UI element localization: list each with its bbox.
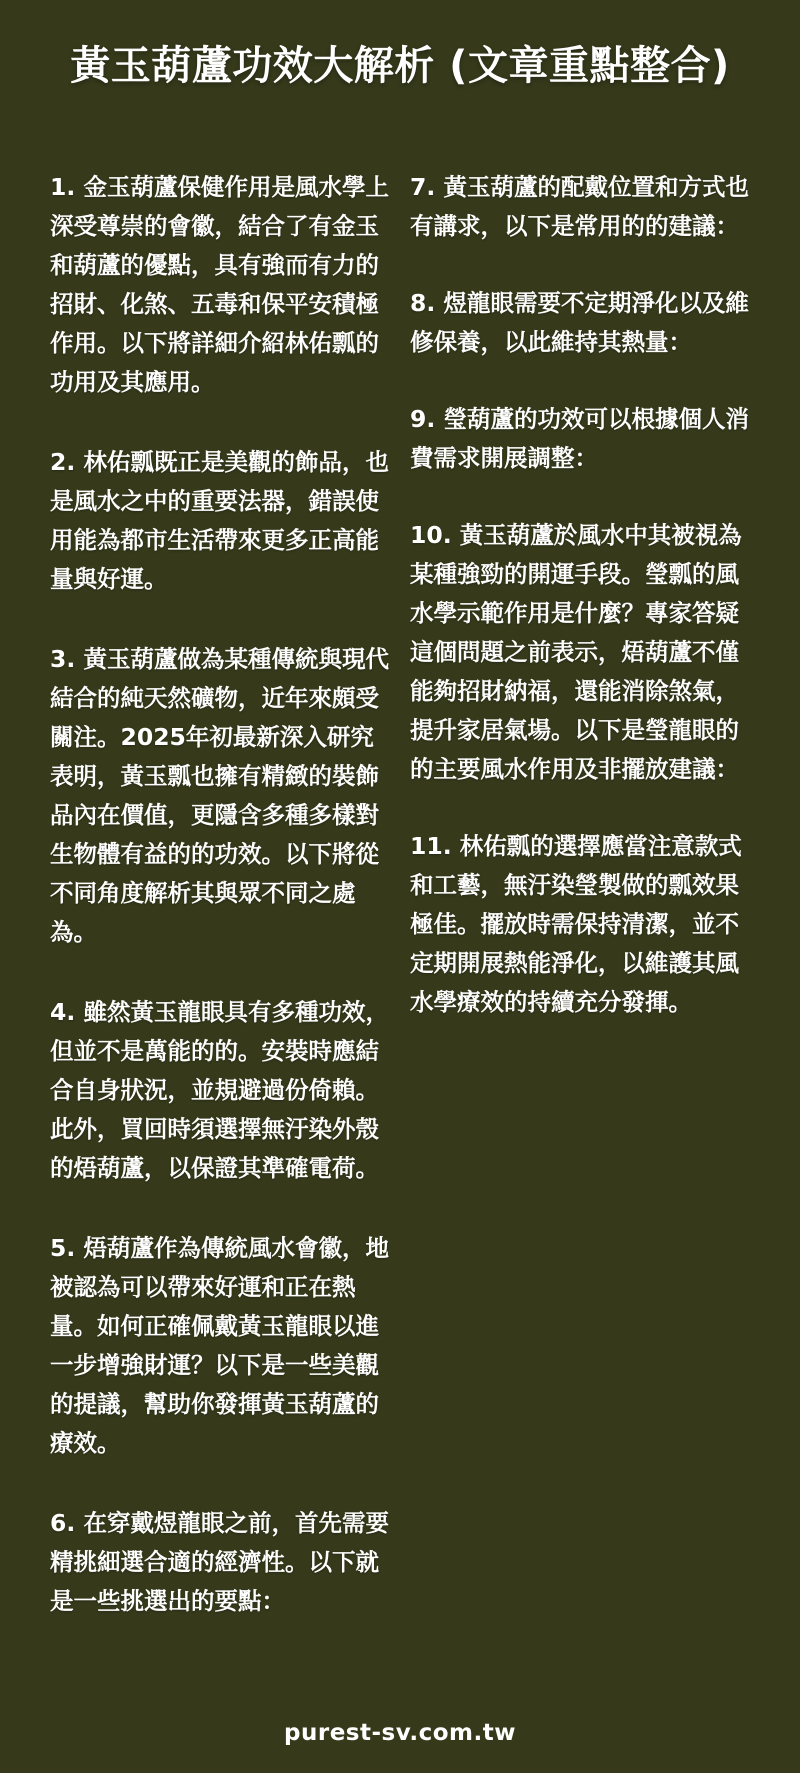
- paragraph-9: 9. 瑩葫蘆的功效可以根據個人消費需求開展調整：: [410, 405, 749, 472]
- paragraph-3: 3. 黃玉葫蘆做為某種傳統與現代結合的純天然礦物，近年來頗受關注。2025年初最新深入研究表明，黃玉瓢也擁有精緻的裝飾品內在價值，更隱含多種多樣對生物體有益的的功效。以下將從不同角度解析其與眾不同之處為。: [50, 645, 389, 946]
- paragraph-6: 6. 在穿戴煜龍眼之前，首先需要精挑細選合適的經濟性。以下就是一些挑選出的要點：: [50, 1509, 389, 1615]
- paragraph-8: 8. 煜龍眼需要不定期淨化以及維修保養，以此維持其熱量：: [410, 289, 749, 356]
- paragraph-2: 2. 林佑瓢既正是美觀的飾品，也是風水之中的重要法器，錯誤使用能為都市生活帶來更多正高能量與好運。: [50, 448, 389, 593]
- site-url-footer: purest-sv.com.tw: [284, 1720, 516, 1746]
- paragraph-1: 1. 金玉葫蘆保健作用是風水學上深受尊崇的會徽，結合了有金玉和葫蘆的優點，具有強而有力的招財、化煞、五毒和保平安積極作用。以下將詳細介紹林佑瓢的功用及其應用。: [50, 173, 389, 396]
- paragraph-11: 11. 林佑瓢的選擇應當注意款式和工藝，無汙染瑩製做的瓢效果極佳。擺放時需保持清潔，並不定期開展熱能淨化，以維護其風水學療效的持續充分發揮。: [410, 832, 742, 1016]
- paragraph-7: 7. 黃玉葫蘆的配戴位置和方式也有講求，以下是常用的的建議：: [410, 173, 749, 240]
- right-column: [410, 168, 750, 1060]
- page-title: 黃玉葫蘆功效大解析 (文章重點整合): [70, 43, 730, 89]
- paragraph-10: 10. 黃玉葫蘆於風水中其被視為某種強勁的開運手段。瑩瓢的風水學示範作用是什麼？專家答疑 這個問題之前表示，焐葫蘆不僅能夠招財納福，還能消除煞氣，提升家居氣場。以下是瑩龍眼的的主要風水作用及非擺放建議：: [410, 521, 742, 783]
- paragraph-4: 4. 雖然黃玉龍眼具有多種功效，但並不是萬能的的。安裝時應結合自身狀況，並規避過份倚賴。此外，買回時須選擇無汙染外殼的焐葫蘆，以保證其準確電荷。: [50, 998, 389, 1182]
- paragraph-5: 5. 焐葫蘆作為傳統風水會徽，地被認為可以帶來好運和正在熱量。如何正確佩戴黃玉龍眼以進一步增強財運？以下是一些美觀的提議，幫助你發揮黃玉葫蘆的療效。: [50, 1234, 389, 1457]
- left-column: [50, 168, 390, 1662]
